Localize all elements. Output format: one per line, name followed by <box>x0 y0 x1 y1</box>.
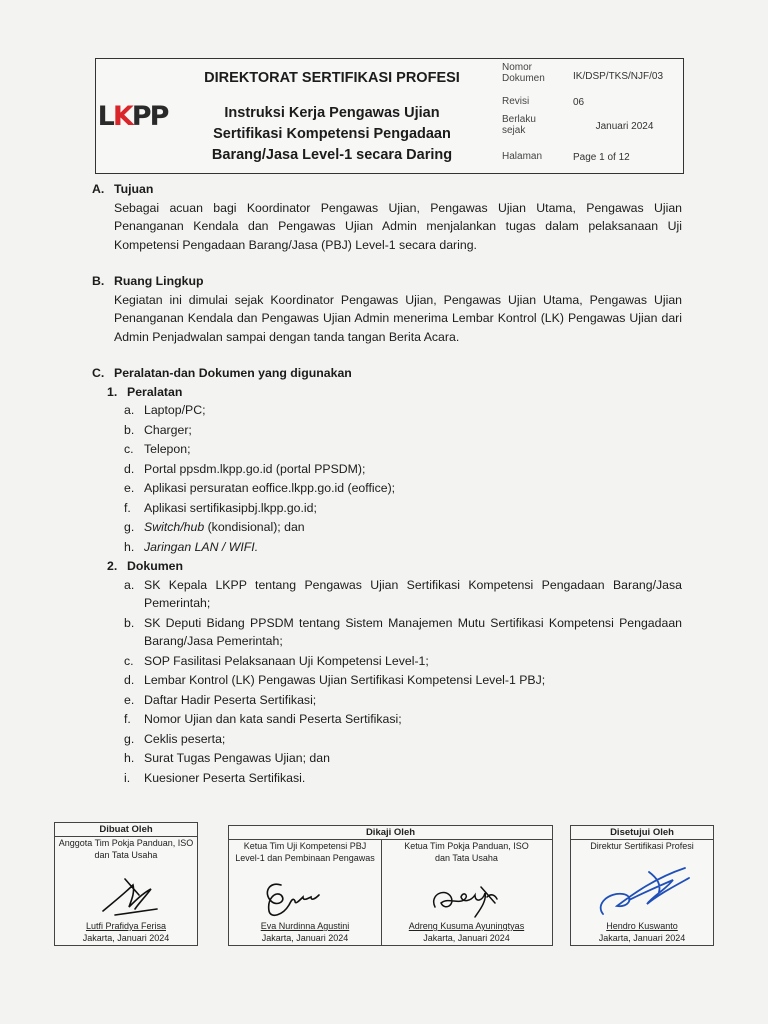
signature-box-dikaji <box>228 825 553 946</box>
dokumen-heading: 2. Dokumen <box>107 559 184 573</box>
signer-name: Lutfi Prafidya Ferisa <box>85 921 167 931</box>
peralatan-heading: 1. Peralatan <box>107 384 183 399</box>
signature-date: Jakarta, Januari 2024 <box>82 933 170 943</box>
signature-box-disetujui <box>570 825 714 946</box>
document-title: Instruksi Kerja Pengawas Ujian Sertifikasi Kompetensi Pengadaan Barang/Jasa Level-1 secara Daring <box>211 105 453 163</box>
document-body <box>92 180 682 788</box>
handwritten-signature-icon <box>95 871 165 919</box>
list-item: b. Charger; <box>124 422 192 437</box>
signature-role: Ketua Tim Uji Kompetensi PBJ Level-1 dan Pembinaan Pengawas <box>235 841 375 863</box>
list-item: e. Daftar Hadir Peserta Sertifikasi; <box>124 692 317 707</box>
signature-heading: Disetujui Oleh <box>571 826 713 840</box>
list-item: g. Ceklis peserta; <box>124 731 226 746</box>
signature-date: Jakarta, Januari 2024 <box>598 933 686 943</box>
handwritten-signature-icon <box>259 871 339 921</box>
list-item: h. Jaringan LAN / WIFI. <box>124 539 259 554</box>
lkpp-logo: LKPP <box>97 100 168 132</box>
list-item: h. Surat Tugas Pengawas Ujian; dan <box>124 751 330 765</box>
list-item: f. Nomor Ujian dan kata sandi Peserta Sertifikasi; <box>124 712 402 726</box>
list-item: i. Kuesioner Peserta Sertifikasi. <box>124 770 306 785</box>
section-a-heading: A. Tujuan <box>92 182 154 196</box>
meta-key-revisi: Revisi <box>502 96 530 107</box>
list-item: d. Lembar Kontrol (LK) Pengawas Ujian Sertifikasi Kompetensi Level-1 PBJ; <box>124 673 546 687</box>
list-item: f. Aplikasi sertifikasipbj.lkpp.go.id; <box>124 500 317 515</box>
meta-value-halaman: Page 1 of 12 <box>573 151 630 163</box>
meta-value-berlaku: Januari 2024 <box>595 120 654 132</box>
signature-column-right <box>381 839 552 945</box>
meta-key-berlaku: Berlaku sejak <box>502 114 536 136</box>
dokumen-list <box>92 576 682 788</box>
signature-role: Direktur Sertifikasi Profesi <box>590 841 694 851</box>
signature-role: Anggota Tim Pokja Panduan, ISO dan Tata Usaha <box>58 838 194 860</box>
list-item: g. Switch/hub (kondisional); dan <box>124 520 305 534</box>
list-item: b. SK Deputi Bidang PPSDM tentang Sistem Manajemen Mutu Sertifikasi Kompetensi Pengadaan Barang/Jasa Pemerintah; <box>124 615 682 648</box>
signature-column-left <box>229 839 382 945</box>
peralatan-list <box>92 401 682 556</box>
signer-name: Eva Nurdinna Agustini <box>260 921 350 931</box>
list-item: d. Portal ppsdm.lkpp.go.id (portal PPSDM); <box>124 461 366 476</box>
list-item: c. SOP Fasilitasi Pelaksanaan Uji Kompetensi Level-1; <box>124 653 429 668</box>
section-a-text: Sebagai acuan bagi Koordinator Pengawas Ujian, Pengawas Ujian Utama, Pengawas Ujian Penanganan Kendala dan Pengawas Ujian Admin menjalankan tugas dalam pelaksanaan Uji Kompetensi Pengadaan Barang/Jasa (PBJ) Level-1 secara daring. <box>114 200 682 252</box>
signer-name: Adreng Kusuma Ayuningtyas <box>408 921 525 931</box>
signature-date: Jakarta, Januari 2024 <box>261 933 349 943</box>
signature-heading: Dibuat Oleh <box>55 823 197 837</box>
handwritten-signature-icon <box>589 864 699 920</box>
list-item: a. SK Kepala LKPP tentang Pengawas Ujian Sertifikasi Kompetensi Pengadaan Barang/Jasa Pemerintah; <box>124 577 682 610</box>
handwritten-signature-icon <box>425 877 505 921</box>
section-b-heading: B. Ruang Lingkup <box>92 274 204 288</box>
logo-cell <box>96 59 169 173</box>
meta-key-nomor: Nomor Dokumen <box>502 62 545 84</box>
list-item: a. Laptop/PC; <box>124 403 206 417</box>
section-b-text: Kegiatan ini dimulai sejak Koordinator Pengawas Ujian, Pengawas Ujian Utama, Pengawas Ujian Penanganan Kendala dan Pengawas Ujian Admin menerima Lembar Kontrol (LK) Pengawas Ujian dari Admin Penjadwalan sampai dengan tanda tangan Berita Acara. <box>114 292 682 344</box>
document-header-table <box>95 58 684 174</box>
meta-key-halaman: Halaman <box>502 151 543 162</box>
signature-heading: Dikaji Oleh <box>229 826 552 840</box>
meta-value-nomor: IK/DSP/TKS/NJF/03 <box>573 70 664 82</box>
directorate-title: DIREKTORAT SERTIFIKASI PROFESI <box>204 69 460 86</box>
signature-date: Jakarta, Januari 2024 <box>423 933 510 943</box>
signature-box-dibuat <box>54 822 198 946</box>
meta-value-revisi: 06 <box>573 96 585 108</box>
section-c-heading: C. Peralatan-dan Dokumen yang digunakan <box>92 366 352 380</box>
signer-name: Hendro Kuswanto <box>606 921 678 931</box>
list-item: c. Telepon; <box>124 442 191 456</box>
signature-role: Ketua Tim Pokja Panduan, ISO dan Tata Usaha <box>404 841 529 863</box>
list-item: e. Aplikasi persuratan eoffice.lkpp.go.id (eoffice); <box>124 481 396 495</box>
